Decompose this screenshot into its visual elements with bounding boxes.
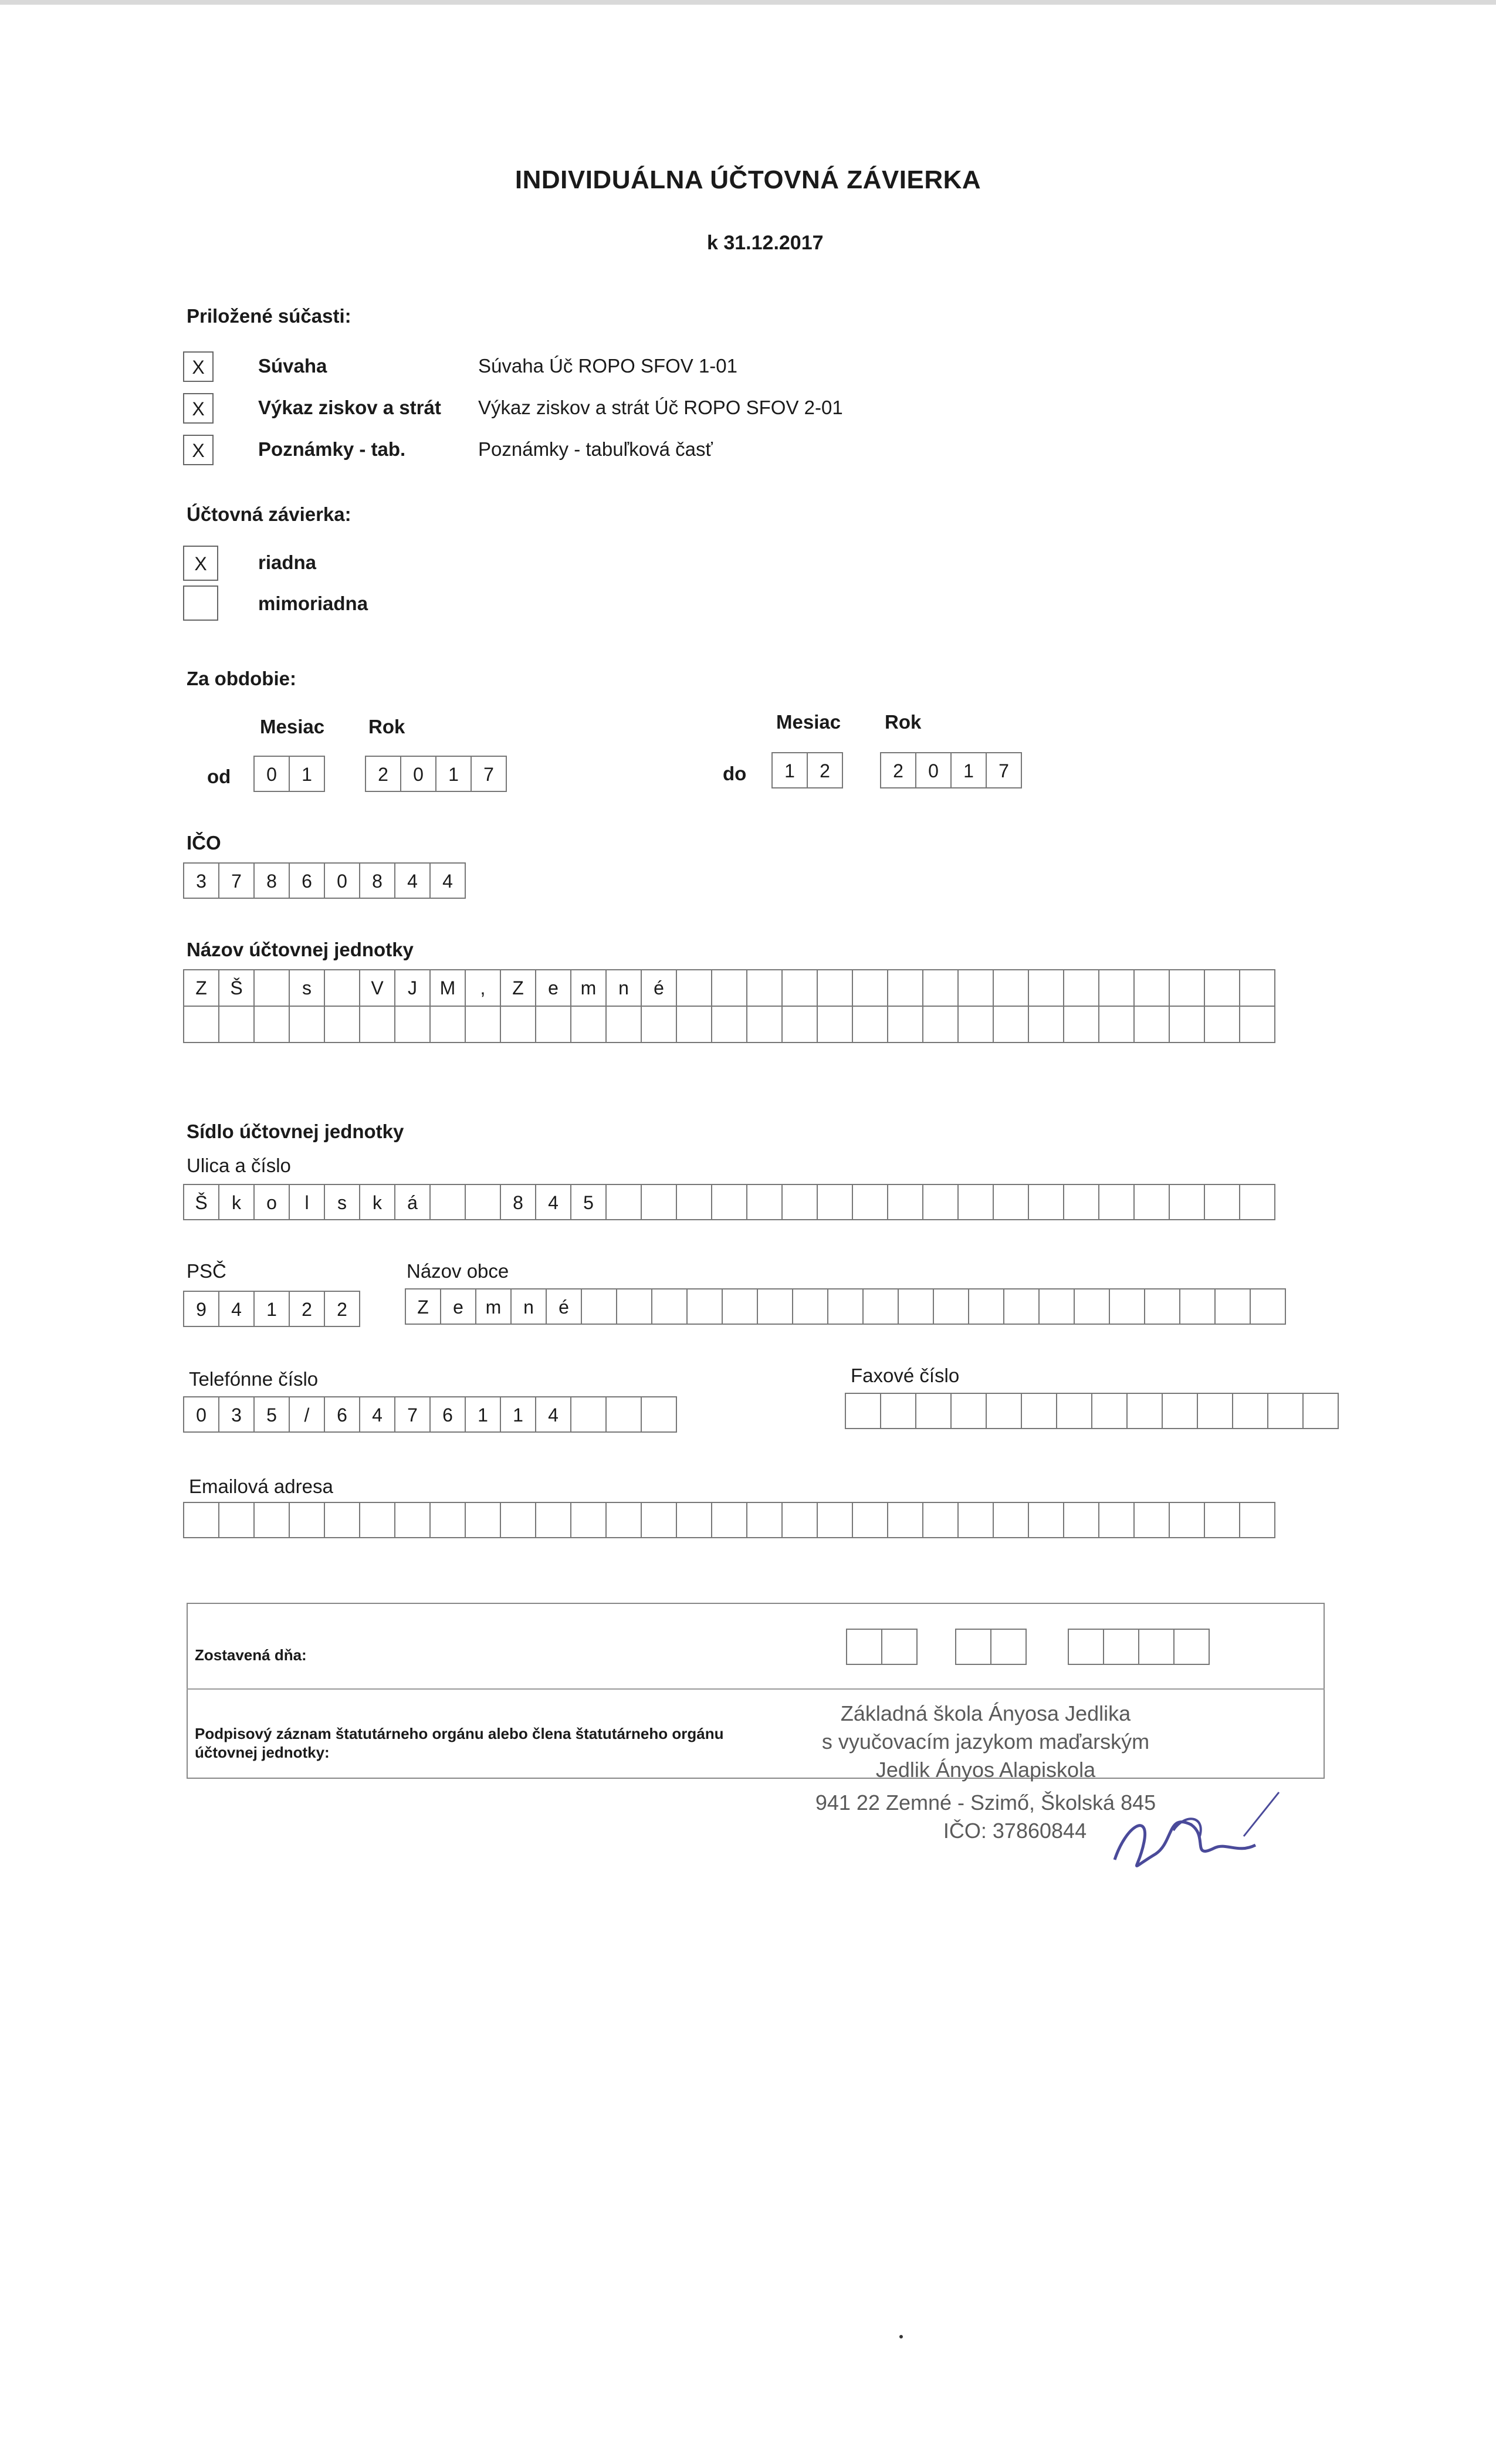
- name-char: [817, 969, 853, 1007]
- name-char: [887, 969, 923, 1007]
- street-char: á: [394, 1184, 431, 1220]
- town-char: [1144, 1288, 1180, 1325]
- name-char: [324, 969, 360, 1007]
- attached-label: Priložené súčasti:: [187, 305, 351, 327]
- email-char: [922, 1502, 959, 1538]
- phone-char: /: [289, 1396, 325, 1433]
- name-char: [1204, 969, 1240, 1007]
- closing-checkbox-riadna[interactable]: X: [183, 546, 218, 581]
- period-label: Za obdobie:: [187, 668, 296, 689]
- town-char: n: [510, 1288, 547, 1325]
- email-char: [465, 1502, 501, 1538]
- street-char: [676, 1184, 712, 1220]
- name-char: s: [289, 969, 325, 1007]
- town-char: [722, 1288, 758, 1325]
- street-char: 5: [570, 1184, 607, 1220]
- to-year-digit: 7: [986, 752, 1022, 788]
- name-char: [324, 1006, 360, 1043]
- email-char: [183, 1502, 219, 1538]
- name-char: [1169, 969, 1205, 1007]
- compiled-cell: [1103, 1629, 1139, 1665]
- street-char: 4: [535, 1184, 571, 1220]
- town-char: [827, 1288, 864, 1325]
- signature-label-2: účtovnej jednotky:: [195, 1744, 330, 1761]
- ico-digit: 6: [289, 862, 325, 899]
- name-char: [1239, 1006, 1275, 1043]
- signature-scribble: [1103, 1789, 1297, 1877]
- street-char: s: [324, 1184, 360, 1220]
- name-char: [641, 1006, 677, 1043]
- street-char: 8: [500, 1184, 536, 1220]
- fax-char: [845, 1393, 881, 1429]
- name-char: [1133, 1006, 1170, 1043]
- town-char: [1003, 1288, 1040, 1325]
- compiled-cell: [1138, 1629, 1175, 1665]
- phone-char: [605, 1396, 642, 1433]
- street-char: [887, 1184, 923, 1220]
- ico-digit: 8: [253, 862, 290, 899]
- email-char: [957, 1502, 994, 1538]
- town-char: [792, 1288, 828, 1325]
- fax-char: [1267, 1393, 1304, 1429]
- email-char: [394, 1502, 431, 1538]
- attached-checkbox-poznamky[interactable]: X: [183, 435, 214, 465]
- name-char: [253, 969, 290, 1007]
- phone-char: 0: [183, 1396, 219, 1433]
- name-char: [711, 969, 747, 1007]
- email-char: [218, 1502, 255, 1538]
- psc-digit: 9: [183, 1291, 219, 1327]
- town-cells[interactable]: [405, 1288, 1286, 1325]
- name-char: [676, 1006, 712, 1043]
- name-char: [570, 1006, 607, 1043]
- attached-desc-poznamky: Poznámky - tabuľková časť: [478, 438, 713, 460]
- compiled-label: Zostavená dňa:: [195, 1646, 307, 1664]
- street-char: [746, 1184, 783, 1220]
- phone-cells[interactable]: [183, 1396, 677, 1433]
- psc-label: PSČ: [187, 1260, 226, 1282]
- to-year-digit: 1: [950, 752, 987, 788]
- street-char: [1133, 1184, 1170, 1220]
- psc-digit: 2: [324, 1291, 360, 1327]
- fax-char: [950, 1393, 987, 1429]
- phone-char: [570, 1396, 607, 1433]
- town-char: [757, 1288, 793, 1325]
- seat-label: Sídlo účtovnej jednotky: [187, 1121, 404, 1142]
- from-month-digit: 1: [289, 756, 325, 792]
- attached-name-suvaha: Súvaha: [258, 355, 327, 377]
- attached-desc-suvaha: Súvaha Úč ROPO SFOV 1-01: [478, 355, 738, 377]
- street-char: [817, 1184, 853, 1220]
- stamp-line-2: s vyučovacím jazykom maďarským: [821, 1729, 1150, 1754]
- name-char: [535, 1006, 571, 1043]
- psc-digit: 4: [218, 1291, 255, 1327]
- name-char: [1028, 969, 1064, 1007]
- fax-label: Faxové číslo: [851, 1365, 960, 1386]
- town-char: é: [546, 1288, 582, 1325]
- street-char: [711, 1184, 747, 1220]
- email-char: [429, 1502, 466, 1538]
- fax-char: [1091, 1393, 1128, 1429]
- fax-char: [1302, 1393, 1339, 1429]
- phone-char: [641, 1396, 677, 1433]
- email-char: [817, 1502, 853, 1538]
- street-char: [605, 1184, 642, 1220]
- email-char: [1133, 1502, 1170, 1538]
- email-char: [1063, 1502, 1099, 1538]
- name-char: [1063, 969, 1099, 1007]
- street-char: Š: [183, 1184, 219, 1220]
- phone-char: 3: [218, 1396, 255, 1433]
- compiled-cell: [955, 1629, 991, 1665]
- name-char: [852, 1006, 888, 1043]
- town-char: [1038, 1288, 1075, 1325]
- email-char: [1169, 1502, 1205, 1538]
- to-year-digit: 2: [880, 752, 916, 788]
- footer-divider: [187, 1688, 1325, 1690]
- name-char: [1204, 1006, 1240, 1043]
- document-date: k 31.12.2017: [707, 232, 824, 254]
- street-char: k: [218, 1184, 255, 1220]
- name-char: Z: [500, 969, 536, 1007]
- street-char: l: [289, 1184, 325, 1220]
- name-char: [746, 1006, 783, 1043]
- name-char: [817, 1006, 853, 1043]
- to-month-digit: 1: [771, 752, 808, 788]
- email-char: [605, 1502, 642, 1538]
- phone-char: 1: [465, 1396, 501, 1433]
- name-char: [887, 1006, 923, 1043]
- email-char: [887, 1502, 923, 1538]
- name-char: [1098, 969, 1135, 1007]
- phone-char: 5: [253, 1396, 290, 1433]
- town-char: e: [440, 1288, 476, 1325]
- ico-digit: 8: [359, 862, 395, 899]
- name-char: [605, 1006, 642, 1043]
- from-month-cells[interactable]: [253, 756, 325, 792]
- street-label: Ulica a číslo: [187, 1155, 291, 1176]
- name-char: Š: [218, 969, 255, 1007]
- stamp-line-3: Jedlik Ányos Alapiskola: [875, 1758, 1096, 1782]
- email-char: [324, 1502, 360, 1538]
- attached-checkbox-suvaha[interactable]: X: [183, 351, 214, 382]
- email-label: Emailová adresa: [189, 1475, 333, 1497]
- name-char: [993, 969, 1029, 1007]
- name-char: [746, 969, 783, 1007]
- from-year-digit: 0: [400, 756, 436, 792]
- attached-name-vykaz: Výkaz ziskov a strát: [258, 397, 441, 418]
- name-char: é: [641, 969, 677, 1007]
- email-char: [993, 1502, 1029, 1538]
- email-char: [289, 1502, 325, 1538]
- email-char: [711, 1502, 747, 1538]
- from-year-cells[interactable]: [365, 756, 507, 792]
- name-char: [1098, 1006, 1135, 1043]
- fax-char: [1021, 1393, 1057, 1429]
- from-month-digit: 0: [253, 756, 290, 792]
- email-char: [852, 1502, 888, 1538]
- email-char: [253, 1502, 290, 1538]
- phone-char: 7: [394, 1396, 431, 1433]
- scan-speck: [899, 2335, 903, 2338]
- ico-digit: 0: [324, 862, 360, 899]
- attached-name-poznamky: Poznámky - tab.: [258, 438, 406, 460]
- name-row-1[interactable]: [183, 969, 1275, 1007]
- street-char: [1169, 1184, 1205, 1220]
- from-label: od: [207, 766, 231, 787]
- street-char: o: [253, 1184, 290, 1220]
- name-char: [1169, 1006, 1205, 1043]
- name-char: [922, 1006, 959, 1043]
- stamp-line-4: 941 22 Zemné - Szimő, Školská 845: [815, 1791, 1156, 1815]
- street-char: [1098, 1184, 1135, 1220]
- email-char: [535, 1502, 571, 1538]
- email-char: [1204, 1502, 1240, 1538]
- town-char: Z: [405, 1288, 441, 1325]
- to-month-digit: 2: [807, 752, 843, 788]
- name-char: [957, 1006, 994, 1043]
- compiled-cell: [881, 1629, 918, 1665]
- town-label: Názov obce: [407, 1260, 509, 1282]
- name-label: Názov účtovnej jednotky: [187, 939, 414, 960]
- email-char: [1028, 1502, 1064, 1538]
- name-char: [465, 1006, 501, 1043]
- email-char: [746, 1502, 783, 1538]
- name-char: [429, 1006, 466, 1043]
- psc-digit: 2: [289, 1291, 325, 1327]
- street-char: [781, 1184, 818, 1220]
- compiled-cell: [1173, 1629, 1210, 1665]
- fax-char: [1056, 1393, 1092, 1429]
- stamp-line-1: Základná škola Ányosa Jedlika: [840, 1701, 1131, 1725]
- town-char: [933, 1288, 969, 1325]
- name-char: [781, 969, 818, 1007]
- phone-char: 1: [500, 1396, 536, 1433]
- signature-label-1: Podpisový záznam štatutárneho orgánu alebo člena štatutárneho orgánu: [195, 1725, 724, 1742]
- street-char: [1204, 1184, 1240, 1220]
- street-char: [1028, 1184, 1064, 1220]
- name-char: [781, 1006, 818, 1043]
- name-char: [289, 1006, 325, 1043]
- name-char: [676, 969, 712, 1007]
- ico-label: IČO: [187, 832, 221, 854]
- street-cells[interactable]: [183, 1184, 1275, 1220]
- ico-digit: 3: [183, 862, 219, 899]
- compiled-cell: [990, 1629, 1027, 1665]
- to-year-digit: 0: [915, 752, 952, 788]
- to-month-label: Mesiac: [776, 711, 841, 733]
- name-char: [957, 969, 994, 1007]
- street-char: [852, 1184, 888, 1220]
- town-char: [1214, 1288, 1251, 1325]
- fax-char: [1126, 1393, 1163, 1429]
- name-char: [500, 1006, 536, 1043]
- street-char: [641, 1184, 677, 1220]
- town-char: [862, 1288, 899, 1325]
- document-title: INDIVIDUÁLNA ÚČTOVNÁ ZÁVIERKA: [515, 165, 981, 194]
- name-char: ,: [465, 969, 501, 1007]
- name-char: V: [359, 969, 395, 1007]
- fax-char: [1162, 1393, 1198, 1429]
- from-year-digit: 7: [471, 756, 507, 792]
- name-char: J: [394, 969, 431, 1007]
- fax-char: [1197, 1393, 1233, 1429]
- street-char: [922, 1184, 959, 1220]
- street-char: [993, 1184, 1029, 1220]
- ico-cells[interactable]: [183, 862, 466, 899]
- from-year-label: Rok: [368, 716, 405, 737]
- ico-digit: 7: [218, 862, 255, 899]
- email-char: [359, 1502, 395, 1538]
- street-char: [465, 1184, 501, 1220]
- attached-desc-vykaz: Výkaz ziskov a strát Úč ROPO SFOV 2-01: [478, 397, 843, 418]
- name-char: [852, 969, 888, 1007]
- name-char: [1063, 1006, 1099, 1043]
- street-char: [957, 1184, 994, 1220]
- email-char: [676, 1502, 712, 1538]
- name-char: [993, 1006, 1029, 1043]
- fax-char: [1232, 1393, 1268, 1429]
- email-char: [570, 1502, 607, 1538]
- from-year-digit: 2: [365, 756, 401, 792]
- to-year-cells[interactable]: [880, 752, 1022, 788]
- to-label: do: [723, 763, 747, 784]
- email-char: [641, 1502, 677, 1538]
- town-char: [1074, 1288, 1110, 1325]
- name-char: [1239, 969, 1275, 1007]
- street-char: [429, 1184, 466, 1220]
- town-char: [898, 1288, 934, 1325]
- compiled-cell: [1068, 1629, 1104, 1665]
- street-char: [1239, 1184, 1275, 1220]
- closing-label: Účtovná závierka:: [187, 503, 351, 525]
- phone-char: 6: [429, 1396, 466, 1433]
- phone-char: 6: [324, 1396, 360, 1433]
- psc-digit: 1: [253, 1291, 290, 1327]
- phone-label: Telefónne číslo: [189, 1368, 319, 1390]
- town-char: [686, 1288, 723, 1325]
- email-char: [500, 1502, 536, 1538]
- closing-name-riadna: riadna: [258, 551, 317, 573]
- psc-cells[interactable]: [183, 1291, 360, 1327]
- email-char: [781, 1502, 818, 1538]
- stamp-line-5: IČO: 37860844: [943, 1819, 1087, 1843]
- town-char: [616, 1288, 652, 1325]
- name-char: [183, 1006, 219, 1043]
- name-char: [1133, 969, 1170, 1007]
- name-char: M: [429, 969, 466, 1007]
- compiled-year-cells[interactable]: [1068, 1629, 1210, 1665]
- to-month-cells[interactable]: [771, 752, 843, 788]
- ico-digit: 4: [429, 862, 466, 899]
- name-char: [394, 1006, 431, 1043]
- phone-char: 4: [535, 1396, 571, 1433]
- email-char: [1239, 1502, 1275, 1538]
- fax-char: [986, 1393, 1022, 1429]
- fax-char: [880, 1393, 916, 1429]
- name-char: n: [605, 969, 642, 1007]
- street-char: k: [359, 1184, 395, 1220]
- email-cells[interactable]: [183, 1502, 1275, 1538]
- town-char: [968, 1288, 1004, 1325]
- town-char: [1250, 1288, 1286, 1325]
- name-char: e: [535, 969, 571, 1007]
- fax-char: [915, 1393, 952, 1429]
- attached-checkbox-vykaz[interactable]: X: [183, 393, 214, 424]
- name-char: m: [570, 969, 607, 1007]
- name-char: Z: [183, 969, 219, 1007]
- compiled-day-cells[interactable]: [846, 1629, 918, 1665]
- compiled-cell: [846, 1629, 882, 1665]
- town-char: [1109, 1288, 1145, 1325]
- name-char: [711, 1006, 747, 1043]
- street-char: [1063, 1184, 1099, 1220]
- closing-name-mimoriadna: mimoriadna: [258, 593, 368, 614]
- top-edge-line: [0, 0, 1496, 5]
- name-char: [218, 1006, 255, 1043]
- from-month-label: Mesiac: [260, 716, 325, 737]
- town-char: [1179, 1288, 1216, 1325]
- to-year-label: Rok: [885, 711, 922, 733]
- closing-checkbox-mimoriadna[interactable]: [183, 585, 218, 621]
- name-row-2[interactable]: [183, 1006, 1275, 1043]
- name-char: [922, 969, 959, 1007]
- compiled-month-cells[interactable]: [955, 1629, 1027, 1665]
- town-char: [581, 1288, 617, 1325]
- name-char: [1028, 1006, 1064, 1043]
- email-char: [1098, 1502, 1135, 1538]
- from-year-digit: 1: [435, 756, 472, 792]
- fax-cells[interactable]: [845, 1393, 1339, 1429]
- ico-digit: 4: [394, 862, 431, 899]
- name-char: [359, 1006, 395, 1043]
- name-char: [253, 1006, 290, 1043]
- town-char: m: [475, 1288, 512, 1325]
- phone-char: 4: [359, 1396, 395, 1433]
- town-char: [651, 1288, 688, 1325]
